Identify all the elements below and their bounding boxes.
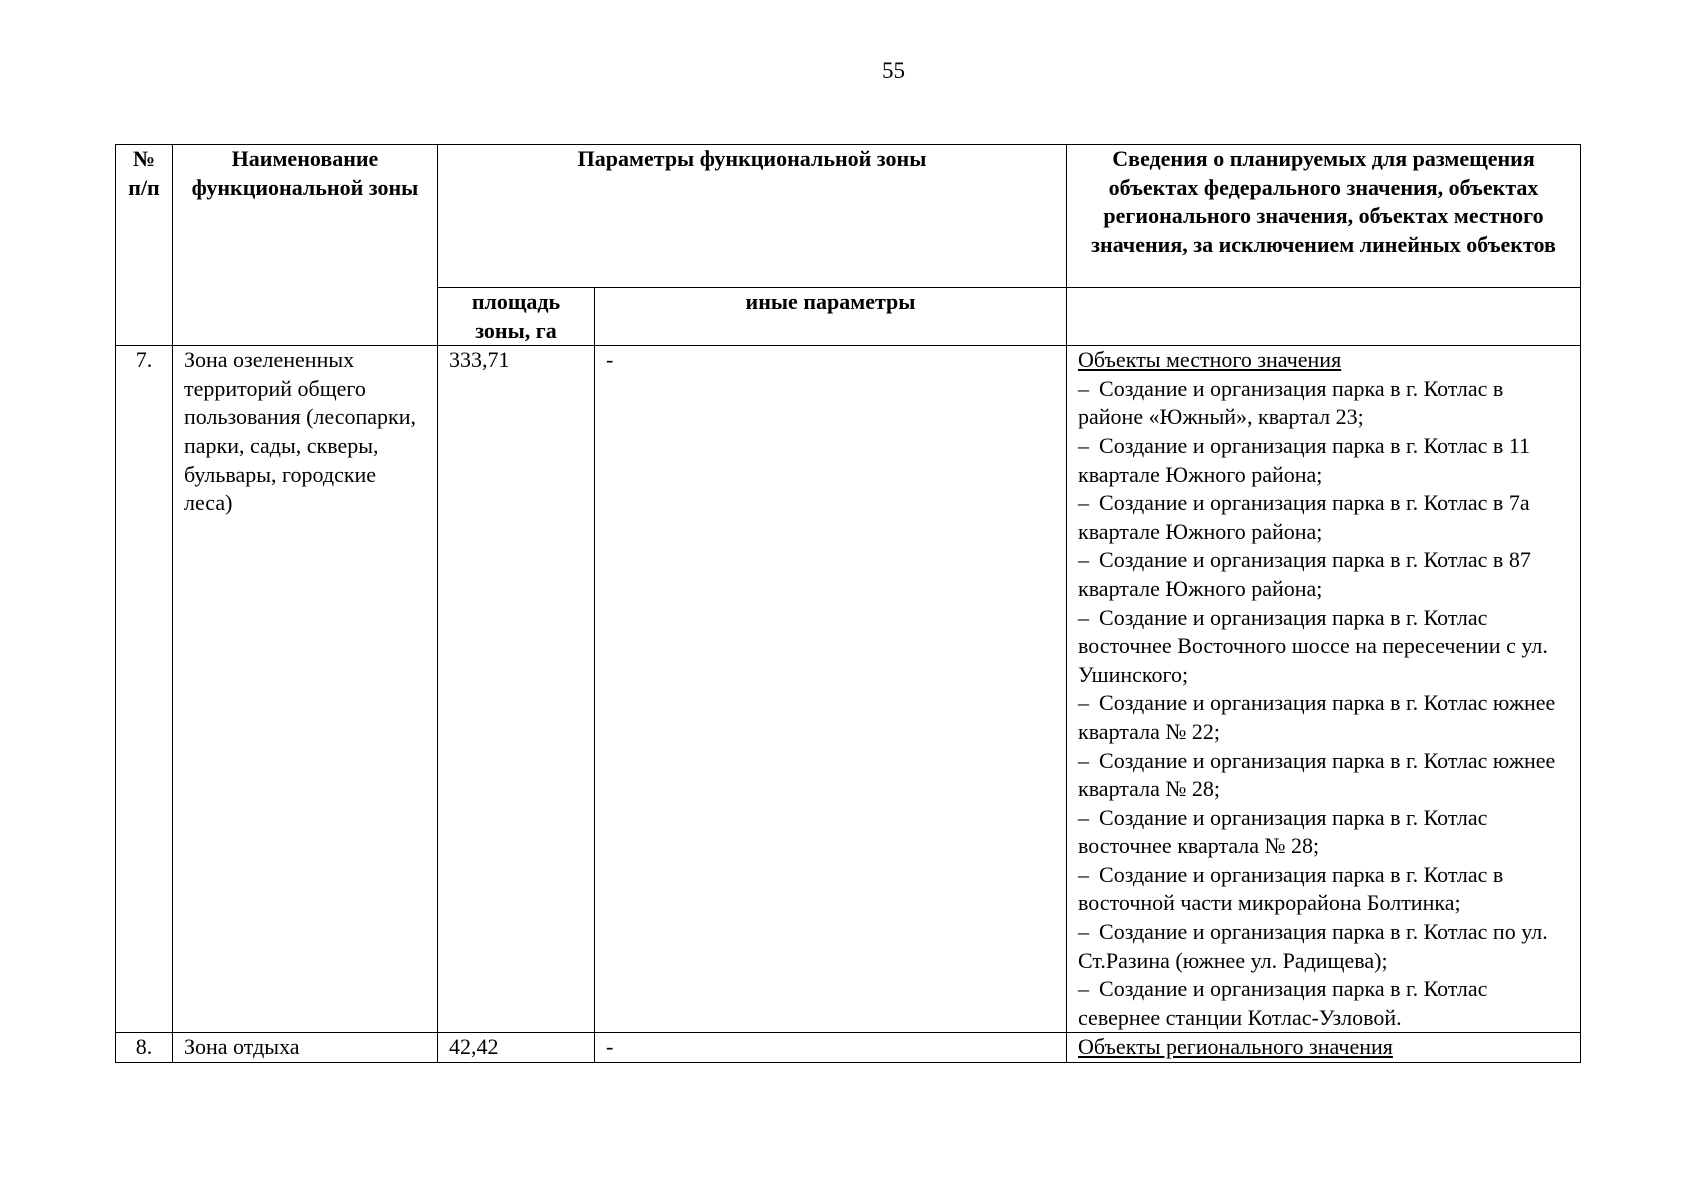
- list-dash: –: [1078, 861, 1090, 887]
- list-item-text: Создание и организация парка в г. Котлас севернее станции Котлас-Узловой.: [1078, 976, 1488, 1030]
- list-item: [1078, 432, 1572, 489]
- list-item: [1078, 747, 1572, 804]
- header-planned-objects: Сведения о планируемых для размещения объектах федерального значения, объектах регионального значения, объектах местного значения, за исключением линейных объектов: [1067, 145, 1581, 288]
- list-item-text: Создание и организация парка в г. Котлас южнее квартала № 28;: [1078, 747, 1556, 802]
- list-dash: –: [1078, 919, 1090, 945]
- row-planned-objects: [1067, 1033, 1581, 1063]
- list-dash: –: [1078, 547, 1090, 573]
- list-dash: –: [1078, 690, 1090, 716]
- list-dash: –: [1078, 490, 1090, 516]
- row-zone-name: Зона отдыха: [173, 1033, 438, 1063]
- list-item-text: Создание и организация парка в г. Котлас в 87 квартале Южного района;: [1078, 547, 1531, 601]
- row-num: 8.: [116, 1033, 173, 1063]
- row-other-params: -: [595, 346, 1067, 1033]
- header-zone-area: площадь зоны, га: [438, 288, 595, 346]
- row-other-params: -: [595, 1033, 1067, 1063]
- list-item-text: Создание и организация парка в г. Котлас в районе «Южный», квартал 23;: [1078, 375, 1504, 430]
- row-zone-name: Зона озелененных территорий общего пользования (лесопарки, парки, сады, скверы, бульвары, городские леса): [173, 346, 438, 1033]
- table-row: [116, 1033, 1581, 1063]
- list-dash: –: [1078, 375, 1090, 401]
- header-empty-cell: [1067, 288, 1581, 346]
- functional-zones-table: [115, 144, 1581, 1063]
- table-header-row-1: [116, 145, 1581, 288]
- list-item-text: Создание и организация парка в г. Котлас в восточной части микрорайона Болтинка;: [1078, 861, 1504, 916]
- list-item: [1078, 918, 1572, 975]
- list-dash: –: [1078, 747, 1090, 773]
- list-item-text: Создание и организация парка в г. Котлас в 7а квартале Южного района;: [1078, 490, 1530, 544]
- table-row: [116, 346, 1581, 1033]
- row-num: 7.: [116, 346, 173, 1033]
- row-planned-objects: [1067, 346, 1581, 1033]
- list-dash: –: [1078, 804, 1090, 830]
- list-item-text: Создание и организация парка в г. Котлас в 11 квартале Южного района;: [1078, 432, 1531, 487]
- row-zone-area: 42,42: [438, 1033, 595, 1063]
- list-dash: –: [1078, 432, 1090, 458]
- objects-heading: Объекты местного значения: [1078, 347, 1342, 373]
- header-zone-params: Параметры функциональной зоны: [438, 145, 1067, 288]
- row-zone-area: 333,71: [438, 346, 595, 1033]
- list-dash: –: [1078, 604, 1090, 630]
- list-item: [1078, 375, 1572, 432]
- list-item-text: Создание и организация парка в г. Котлас южнее квартала № 22;: [1078, 690, 1556, 744]
- list-item: [1078, 604, 1572, 690]
- header-zone-name: Наименование функциональной зоны: [173, 145, 438, 346]
- list-item: [1078, 546, 1572, 603]
- list-item: [1078, 975, 1572, 1032]
- page-number: 55: [882, 58, 905, 83]
- objects-heading: Объекты регионального значения: [1078, 1034, 1393, 1060]
- list-item-text: Создание и организация парка в г. Котлас по ул. Ст.Разина (южнее ул. Радищева);: [1078, 919, 1548, 973]
- list-dash: –: [1078, 976, 1090, 1002]
- list-item: [1078, 804, 1572, 861]
- list-item-text: Создание и организация парка в г. Котлас восточнее квартала № 28;: [1078, 804, 1488, 859]
- list-item: [1078, 489, 1572, 546]
- list-item: [1078, 689, 1572, 746]
- header-other-params: иные параметры: [595, 288, 1067, 346]
- header-num: № п/п: [116, 145, 173, 346]
- list-item-text: Создание и организация парка в г. Котлас восточнее Восточного шоссе на пересечении с ул. Ушинского;: [1078, 604, 1548, 687]
- list-item: [1078, 861, 1572, 918]
